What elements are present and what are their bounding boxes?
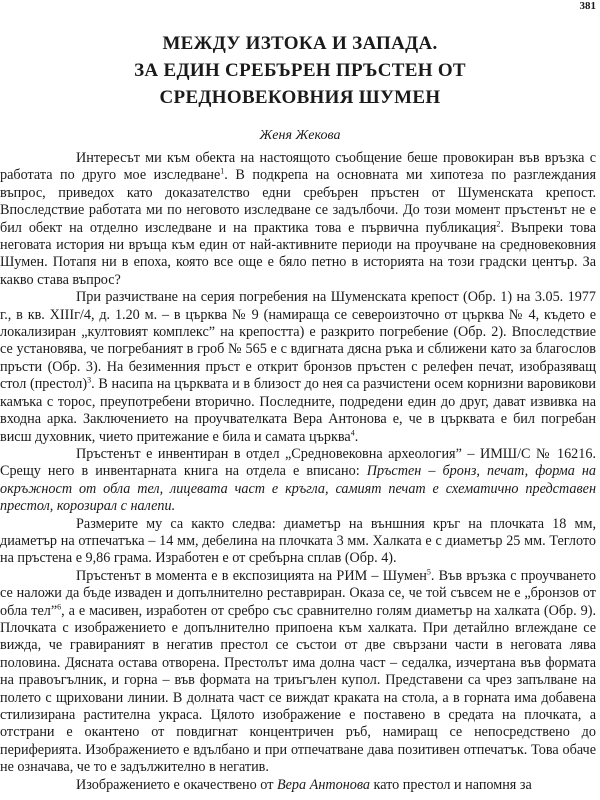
inventory-quote: Пръстен – бронз, печат, форма на окръжност от обла тел, лицевата част е кръгла, самият печат е схематично представен престол, корозирал с налепи. <box>0 463 596 515</box>
title-line-1: МЕЖДУ ИЗТОКА И ЗАПАДА. <box>162 33 438 54</box>
paragraph-2 <box>0 289 596 446</box>
paragraph-text: . Във връзка с проучването се наложи да бъде изваден и допълнително реставриран. Оказа се, че той съвсем не е „бронзов от обла тел” <box>0 567 597 619</box>
footnote-ref-3[interactable]: 3 <box>87 375 92 385</box>
footnote-ref-6[interactable]: 6 <box>57 601 62 611</box>
paragraph-text: Пръстенът е инвентиран в отдел „Средновековна археология” – ИМШ/С № 16216. Срещу него в инвентарната книга на отдела е вписано: <box>0 445 596 480</box>
paragraph-3 <box>0 446 596 516</box>
cited-author: Вера Антонова <box>276 776 370 793</box>
footnote-ref-4[interactable]: 4 <box>350 427 355 437</box>
paragraph-text: . В подкрепа на основната ми хипотеза по разглеждания въпрос, приведох като доказателство едни сребърен пръстен от Шуменската крепост. Впоследствие работата ми по неговото изследване се задълбочи. До този момент пръстенът не е бил обект на отделно изследване и на практика това е първична публикация <box>0 167 596 236</box>
paragraph-text: . <box>354 428 359 445</box>
article-title <box>0 30 600 111</box>
footnote-ref-2[interactable]: 2 <box>496 218 501 228</box>
paragraph-text: , а е масивен, изработен от сребро със сравнително голям диаметър на халката (Обр. 9). Плочката с изображението е допълнително припоена към халката. При детайлно вглеждане се вижда, че гравираният в негатив престол се състои от две свързани части в неговата лява половина. Дясната остава отворена. Престолът има долна част – седалка, изчертана във формата на правоъгълник, и горна – във формата на триъгълен купол. Представени са чрез запълване на полето с щриховани линии. В долната част се виждат краката на стола, а в горната има добавена стилизирана растителна украса. Цялото изображение е поставено в средата на плочката, а отстрани е окантено от повдигнат концентричен ръб, намиращ се непосредствено до периферията. Изображението е вдълбано и при отпечатване дава позитивен отпечатък. Това обаче не означава, че то е задължително в негатив. <box>0 602 596 776</box>
paragraph-text: Размерите му са както следва: диаметър на външния кръг на плочката 18 мм, диаметър на отпечатъка – 14 мм, дебелина на плочката 3 мм. Халката е с диаметър 25 мм. Теглото на пръстена е 9,86 грама. Изработен е от сребърна сплав (Обр. 4). <box>0 515 596 567</box>
paragraph-text: като престол и напомня за <box>369 776 532 793</box>
paragraph-4 <box>0 516 596 568</box>
paragraph-text: . Въпреки това неговата история ни връща към един от най-активните периоди на проучване на средновековния Шумен. Потапя ни в епоха, която все още е бяло петно в историята на този градски център. За какво става въпрос? <box>0 219 597 288</box>
article-body <box>0 150 596 794</box>
paragraph-text: Пръстенът в момента е в експозицията на РИМ – Шумен <box>76 567 427 584</box>
title-line-3: СРЕДНОВЕКОВНИЯ ШУМЕН <box>159 87 441 108</box>
paragraph-text: . В насипа на църквата и в близост до нея са разчистени осем корнизни варовикови камъка с торос, преупотребени вторично. Последните, подредени един до друг, дават извивка на входна арка. Заключението на проучвателката Вера Антонова е, че в църквата е бил погребан висш духовник, чието притежание е била и самата църква <box>0 376 596 445</box>
author-name: Женя Жекова <box>259 128 341 143</box>
page-number: 381 <box>579 0 596 12</box>
title-line-2: ЗА ЕДИН СРЕБЪРЕН ПРЪСТЕН ОТ <box>134 60 466 81</box>
footnote-ref-5[interactable]: 5 <box>426 567 431 577</box>
paragraph-text: При разчистване на серия погребения на Шуменската крепост (Обр. 1) на 3.05. 1977 г., в кв. XIIIг/4, д. 1.20 м. – в църква № 9 (намираща се североизточно от църква № 4, където е локализиран „култовият комплекс” на крепостта) е разкрито погребение (Обр. 2). Впоследствие се установява, че погребаният в гроб № 565 е с вдигната дясна ръка и сближени като за благослов пръсти (Обр. 3). На безименния пръст е открит бронзов пръстен с релефен печат, изобразяващ стол (престол) <box>0 289 596 393</box>
paragraph-1 <box>0 150 596 289</box>
paragraph-6 <box>0 777 596 794</box>
paragraph-5 <box>0 568 596 777</box>
paragraph-text: Изображението е окачествено от <box>76 776 277 793</box>
footnote-ref-1[interactable]: 1 <box>220 166 225 176</box>
paragraph-text: Интересът ми към обекта на настоящото съобщение беше провокиран във връзка с работата по друго мое изследване <box>0 150 596 184</box>
